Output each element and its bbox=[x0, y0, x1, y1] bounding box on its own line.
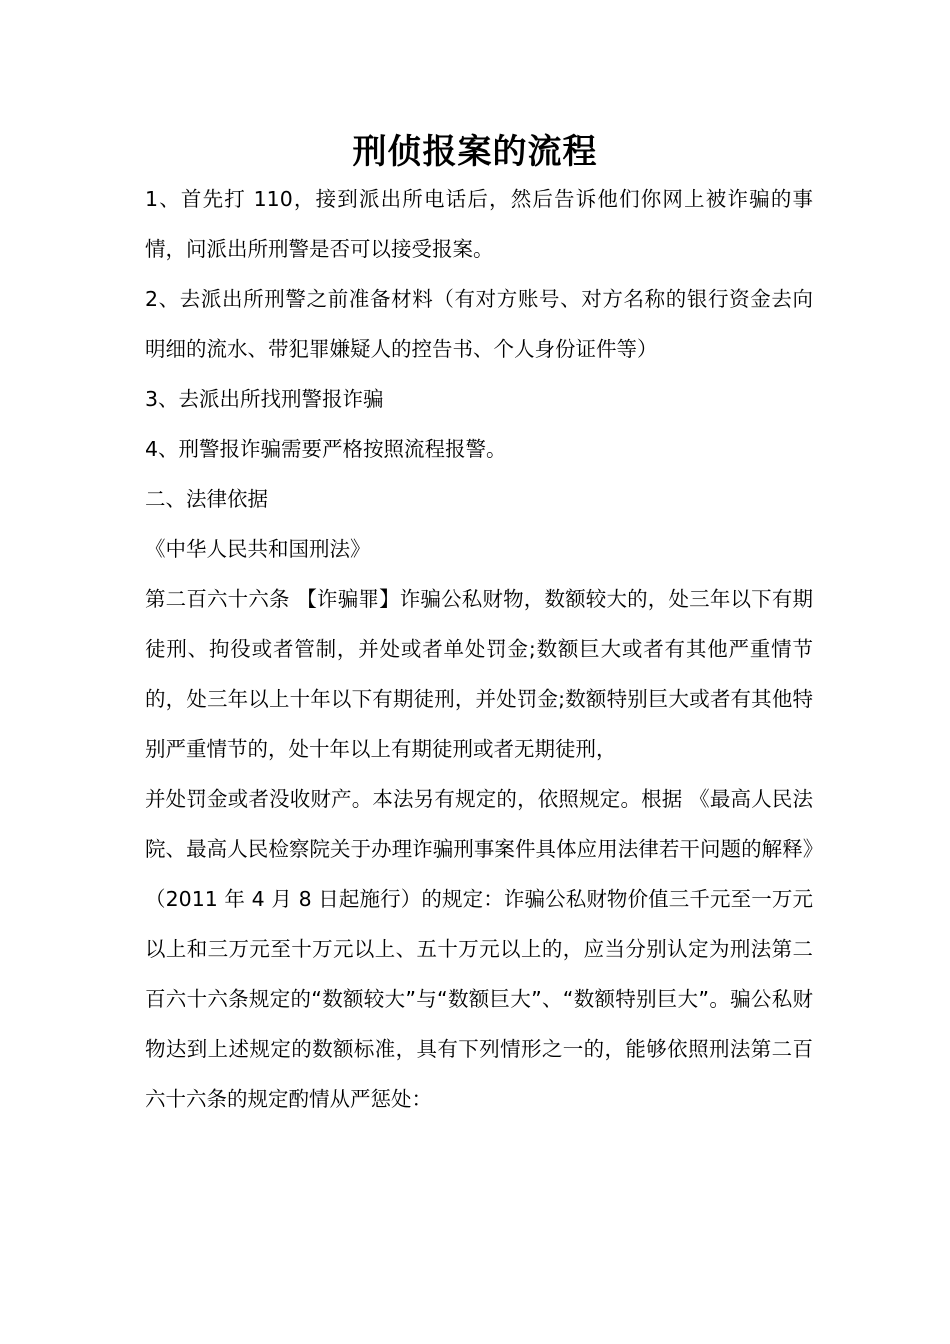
document-body bbox=[145, 174, 813, 1124]
paragraph-step-1: 1、首先打 110，接到派出所电话后，然后告诉他们你网上被诈骗的事情，问派出所刑警是否可以接受报案。 bbox=[145, 187, 813, 261]
paragraph-step-4: 4、刑警报诈骗需要严格按照流程报警。 bbox=[145, 437, 507, 461]
paragraph-judicial-interpretation: 并处罚金或者没收财产。本法另有规定的，依照规定。根据 《最高人民法院、最高人民检察院关于办理诈骗刑事案件具体应用法律若干问题的解释》（2011 年 4 月 8 日起施行）的规定：诈骗公私财物价值三千元至一万元以上和三万元至十万元以上、五十万元以上的，应当分别认定为刑法第二百六十六条规定的“数额较大”与“数额巨大”、“数额特别巨大”。骗公私财物达到上述规定的数额标准，具有下列情形之一的，能够依照刑法第二百六十六条的规定酌情从严惩处： bbox=[145, 787, 813, 1111]
paragraph-step-3: 3、去派出所找刑警报诈骗 bbox=[145, 387, 384, 411]
document-title: 刑侦报案的流程 bbox=[352, 132, 598, 172]
law-title: 《中华人民共和国刑法》 bbox=[145, 537, 371, 561]
paragraph-step-2: 2、去派出所刑警之前准备材料（有对方账号、对方名称的银行资金去向明细的流水、带犯罪嫌疑人的控告书、个人身份证件等） bbox=[145, 287, 813, 361]
section-heading-legal-basis: 二、法律依据 bbox=[145, 487, 268, 511]
paragraph-article-266: 第二百六十六条 【诈骗罪】诈骗公私财物，数额较大的，处三年以下有期徒刑、拘役或者管制，并处或者单处罚金;数额巨大或者有其他严重情节的，处三年以上十年以下有期徒刑，并处罚金;数额特别巨大或者有其他特别严重情节的，处十年以上有期徒刑或者无期徒刑， bbox=[145, 587, 813, 761]
